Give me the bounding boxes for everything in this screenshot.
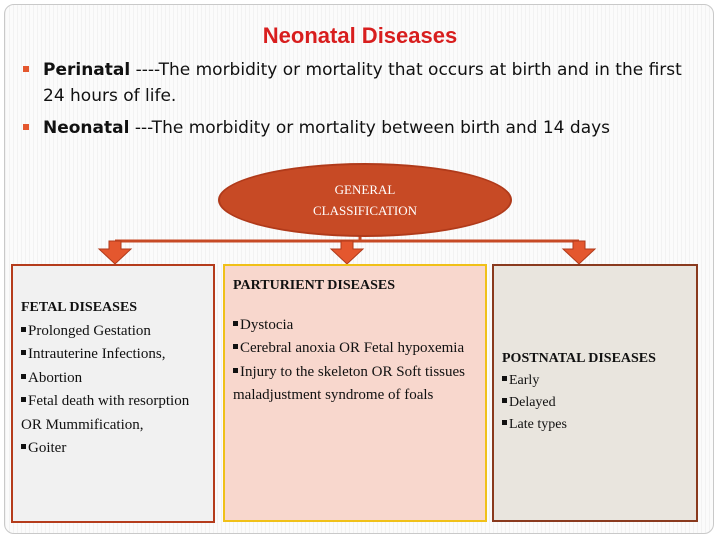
fetal-diseases-box <box>11 264 215 523</box>
fetal-item-text: Goiter <box>28 440 67 456</box>
square-bullet-icon <box>21 374 26 379</box>
arrow-down-icon-parturient <box>331 241 363 264</box>
square-bullet-icon <box>233 368 238 373</box>
fetal-item <box>21 320 205 344</box>
square-bullet-icon <box>21 350 26 355</box>
postnatal-item-text: Delayed <box>509 395 556 410</box>
postnatal-item-text: Late types <box>509 417 567 432</box>
postnatal-item <box>502 392 688 414</box>
bullet-term: Neonatal <box>43 118 130 138</box>
postnatal-diseases-box <box>492 264 698 522</box>
parturient-heading: PARTURIENT DISEASES <box>233 278 395 293</box>
square-bullet-icon <box>21 444 26 449</box>
parturient-item-text: Dystocia <box>240 316 294 333</box>
postnatal-item <box>502 414 688 436</box>
square-bullet-icon <box>502 376 507 381</box>
square-bullet-icon <box>233 321 238 326</box>
bullet-text: ----The morbidity or mortality that occurs at birth and in the first 24 hours of life. <box>43 60 682 106</box>
postnatal-item-text: Early <box>509 373 540 388</box>
fetal-item <box>21 437 205 461</box>
root-line-2: CLASSIFICATION <box>312 203 417 218</box>
square-bullet-icon <box>502 420 507 425</box>
square-bullet-icon <box>502 398 507 403</box>
parturient-item <box>233 361 477 408</box>
bullet-term: Perinatal <box>43 60 131 80</box>
parturient-item-text: Injury to the skeleton OR Soft tissues maladjustment syndrome of foals <box>233 363 465 403</box>
parturient-item <box>233 337 477 361</box>
arrow-down-icon-fetal <box>99 241 131 264</box>
slide-title: Neonatal Diseases <box>262 23 458 48</box>
fetal-item <box>21 343 205 367</box>
slide <box>4 4 714 534</box>
square-bullet-icon <box>21 327 26 332</box>
arrow-down-icon-postnatal <box>563 241 595 264</box>
general-classification-node <box>218 163 512 237</box>
fetal-heading: FETAL DISEASES <box>21 300 138 315</box>
square-bullet-icon <box>21 397 26 402</box>
fetal-item <box>21 367 205 391</box>
fetal-item-text: Abortion <box>28 369 83 386</box>
parturient-item <box>233 314 477 338</box>
postnatal-heading: POSTNATAL DISEASES <box>502 351 656 366</box>
postnatal-item <box>502 370 688 392</box>
fetal-item-text: Prolonged Gestation <box>28 322 151 339</box>
bullet-text: ---The morbidity or mortality between birth and 14 days <box>129 118 611 138</box>
parturient-item-text: Cerebral anoxia OR Fetal hypoxemia <box>240 340 465 356</box>
root-line-1: GENERAL <box>334 182 396 197</box>
fetal-item-text: Intrauterine Infections, <box>28 346 166 362</box>
parturient-diseases-box <box>223 264 487 522</box>
fetal-item-text: Fetal death with resorption OR Mummification, <box>21 393 190 433</box>
square-bullet-icon <box>233 344 238 349</box>
fetal-item <box>21 390 205 437</box>
